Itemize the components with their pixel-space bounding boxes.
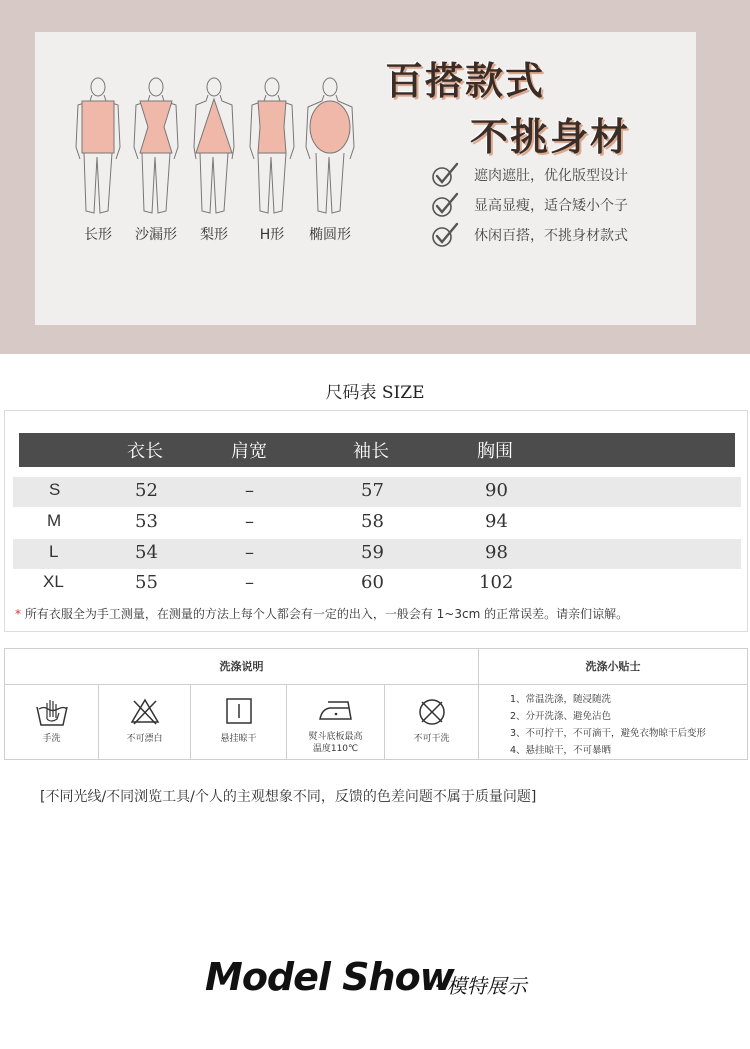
figure-rectangle: [70, 77, 126, 257]
body-rectangle-icon: [70, 77, 126, 217]
figure-oval: [302, 77, 358, 257]
figure-label: 梨形: [200, 227, 228, 243]
header-length: 衣长: [127, 441, 163, 462]
headline-versatile: 百搭款式: [385, 59, 546, 103]
measurement-note: [15, 605, 628, 622]
care-label: [287, 731, 384, 755]
cell-size: XL: [43, 572, 64, 591]
body-h-shape-icon: [244, 77, 300, 217]
check-icon: [430, 222, 460, 248]
feature-list: [430, 160, 628, 250]
cell-chest: 102: [479, 572, 514, 593]
size-row: [13, 477, 741, 507]
cell-chest: 94: [485, 511, 508, 532]
cell-sleeve: 58: [361, 511, 384, 532]
iron-icon: [318, 697, 354, 723]
banner: [0, 0, 750, 354]
care-item-iron: [287, 685, 385, 759]
care-label-line-2: 温度110℃: [312, 744, 359, 754]
color-disclaimer: [不同光线/不同浏览工具/个人的主观想象不同，反馈的色差问题不属于质量问题]: [40, 789, 537, 805]
size-row: [13, 569, 741, 599]
care-item-no-dry-clean: [385, 685, 479, 759]
care-tip: 3、不可拧干，不可滴干，避免衣物晾干后变形: [510, 728, 707, 739]
headline-any-figure: 不挑身材: [470, 115, 631, 159]
note-star: *: [15, 607, 21, 621]
cell-length: 53: [135, 511, 158, 532]
banner-panel: [35, 32, 696, 325]
care-label: 手洗: [42, 734, 61, 744]
figure-hourglass: [128, 77, 184, 257]
figure-h-shape: [244, 77, 300, 257]
care-label: 悬挂晾干: [220, 734, 257, 744]
cell-size: L: [49, 542, 59, 561]
body-shape-figures: [70, 77, 360, 257]
figure-label: H形: [259, 227, 285, 243]
no-bleach-icon: [130, 697, 160, 725]
cell-shoulder: –: [245, 511, 254, 532]
cell-shoulder: –: [245, 480, 254, 501]
note-text: 所有衣服全为手工测量，在测量的方法上每个人都会有一定的出入，一般会有 1~3cm 的正常误差。请亲们谅解。: [24, 607, 629, 621]
cell-chest: 90: [485, 480, 508, 501]
feature-item: [430, 220, 628, 250]
size-row: [13, 508, 741, 538]
size-row: [13, 539, 741, 569]
body-pear-icon: [186, 77, 242, 217]
figure-label: 沙漏形: [135, 227, 177, 243]
care-tips-list: [510, 691, 706, 759]
cell-length: 55: [135, 572, 158, 593]
cell-shoulder: –: [245, 542, 254, 563]
model-show-subtitle: · 模特展示: [434, 974, 527, 998]
feature-text: 遮肉遮肚，优化版型设计: [474, 168, 628, 184]
feature-text: 休闲百搭，不挑身材款式: [474, 228, 628, 244]
care-tips-title: 洗涤小贴士: [479, 649, 747, 685]
feature-item: [430, 190, 628, 220]
figure-label: 长形: [84, 227, 112, 243]
care-item-hand-wash: [5, 685, 99, 759]
size-chart-title: 尺码表 SIZE: [325, 383, 425, 403]
cell-sleeve: 60: [361, 572, 384, 593]
care-label: 不可漂白: [126, 734, 163, 744]
care-label: 不可干洗: [413, 734, 450, 744]
check-icon: [430, 192, 460, 218]
care-item-no-bleach: [99, 685, 191, 759]
size-chart: [4, 410, 748, 632]
cell-length: 54: [135, 542, 158, 563]
care-instructions: [4, 648, 748, 760]
body-hourglass-icon: [128, 77, 184, 217]
hang-dry-icon: [225, 697, 253, 725]
cell-chest: 98: [485, 542, 508, 563]
header-chest: 胸围: [477, 441, 513, 462]
size-chart-header: [19, 433, 735, 467]
check-icon: [430, 162, 460, 188]
cell-size: M: [47, 511, 62, 530]
care-item-hang-dry: [191, 685, 287, 759]
body-oval-icon: [302, 77, 358, 217]
cell-size: S: [49, 480, 61, 499]
feature-item: [430, 160, 628, 190]
hand-wash-icon: [35, 697, 69, 727]
care-tip: 2、分开洗涤、避免沾色: [510, 711, 612, 722]
care-title: 洗涤说明: [5, 649, 479, 685]
cell-sleeve: 59: [361, 542, 384, 563]
cell-shoulder: –: [245, 572, 254, 593]
header-sleeve: 袖长: [353, 441, 389, 462]
model-show-title: Model Show: [205, 955, 454, 999]
care-tip: 1、常温洗涤，随浸随洗: [510, 694, 612, 705]
cell-length: 52: [135, 480, 158, 501]
figure-label: 椭圆形: [309, 227, 351, 243]
header-shoulder: 肩宽: [231, 441, 267, 462]
care-label-line-1: 熨斗底板最高: [308, 732, 363, 742]
no-dry-clean-icon: [417, 697, 447, 727]
feature-text: 显高显瘦，适合矮小个子: [474, 198, 628, 214]
figure-pear: [186, 77, 242, 257]
cell-sleeve: 57: [361, 480, 384, 501]
care-tip: 4、悬挂晾干，不可暴晒: [510, 745, 612, 756]
